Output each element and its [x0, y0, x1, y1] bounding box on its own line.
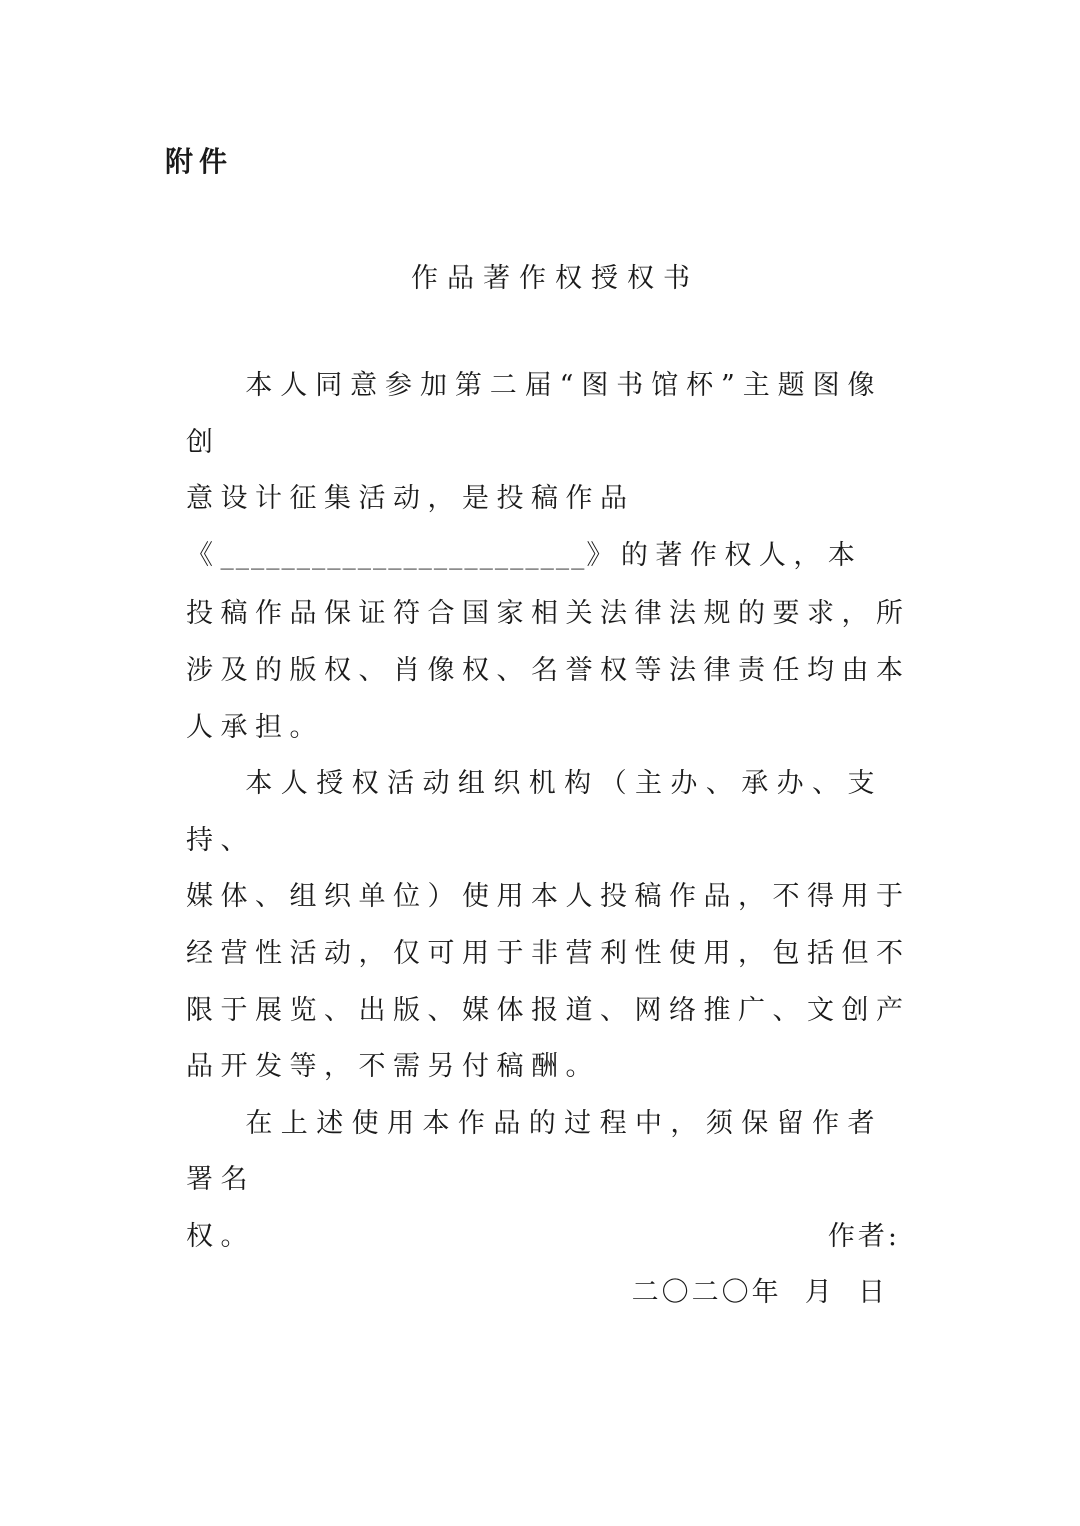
close-title-bracket-text: 》的著作权人，本 [586, 539, 863, 571]
author-signature-label: 作者: [827, 1221, 900, 1252]
paragraph-2-line-4: 限于展览、出版、媒体报道、网络推广、文创产 [186, 994, 911, 1026]
paragraph-2-line-2: 媒体、组织单位）使用本人投稿作品，不得用于 [186, 881, 911, 913]
paragraph-2-line-3: 经营性活动，仅可用于非营利性使用，包括但不 [186, 937, 911, 969]
paragraph-1-line-2: 意设计征集活动，是投稿作品 [186, 483, 635, 515]
open-title-bracket: 《 [186, 539, 221, 571]
paragraph-2 [186, 756, 911, 1096]
document-title: 作品著作权授权书 [411, 263, 699, 294]
paragraph-1-line-3 [186, 528, 882, 587]
work-title-blank: ________________________ [220, 544, 587, 570]
signature-date: 二〇二〇年 月 日 [631, 1277, 888, 1308]
paragraph-1-line-5: 涉及的版权、肖像权、名誉权等法律责任均由本 [186, 654, 911, 686]
paragraph-1-line-6: 人承担。 [186, 711, 324, 743]
paragraph-2-line-1: 本人授权活动组织机构（主办、承办、支持、 [186, 768, 882, 856]
paragraph-1 [186, 358, 911, 756]
paragraph-3-line-2: 权。 [186, 1220, 255, 1252]
paragraph-3-line-1: 在上述使用本作品的过程中，须保留作者署名 [186, 1107, 882, 1196]
paragraph-1-line-1: 本人同意参加第二届“图书馆杯”主题图像创 [186, 370, 882, 458]
paragraph-2-line-5: 品开发等，不需另付稿酬。 [186, 1051, 600, 1083]
attachment-label: 附件 [165, 145, 234, 178]
paragraph-3 [186, 1096, 882, 1266]
paragraph-1-line-4: 投稿作品保证符合国家相关法律法规的要求，所 [186, 598, 911, 630]
document-body [186, 358, 911, 1266]
